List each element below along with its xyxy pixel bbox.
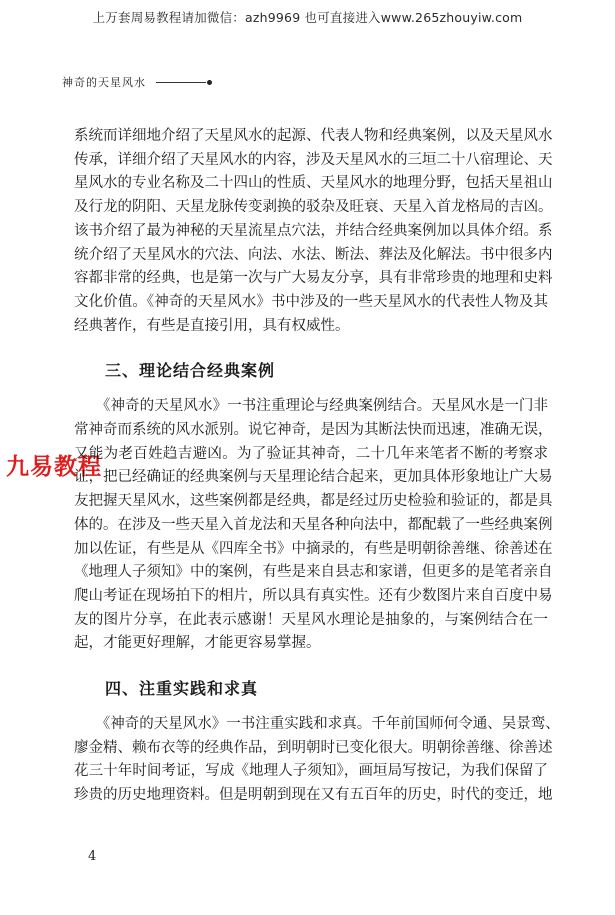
- text-line: 星风水的专业名称及二十四山的性质、天星风水的地理分野，包括天星祖山: [74, 175, 553, 192]
- text-line: 体的。在涉及一些天星入首龙法和天星各种向法中，都配载了一些经典案例: [74, 516, 553, 533]
- text-line: 统介绍了天星风水的穴法、向法、水法、断法、葬法及化解法。书中很多内: [74, 246, 553, 263]
- paragraph-3: [74, 713, 560, 808]
- running-header: [62, 74, 212, 90]
- text-line: 又能为老百姓趋吉避凶。为了验证其神奇，二十几年来笔者不断的考察求: [74, 445, 548, 462]
- text-line: 起，才能更好理解，才能更容易掌握。: [74, 635, 321, 652]
- text-line: 经典著作，有些是直接引用，具有权威性。: [74, 317, 350, 334]
- text-line: 花三十年时间考证，写成《地理人子须知》，画垣局写按记，为我们保留了: [74, 763, 548, 780]
- text-line: 《地理人子须知》中的案例，有些是来自县志和家谱，但更多的是笔者亲自: [74, 564, 553, 581]
- text-line: 该书介绍了最为神秘的天星流星点穴法，并结合经典案例加以具体介绍。系: [74, 222, 553, 239]
- text-line: 爬山考证在现场拍下的相片，所以具有真实性。还有少数图片来自百度中易: [74, 587, 553, 604]
- text-line: 传承，详细介绍了天星风水的内容，涉及天星风水的三垣二十八宿理论、天: [74, 151, 553, 168]
- text-line: 加以佐证，有些是从《四库全书》中摘录的，有些是明朝徐善继、徐善述在: [74, 540, 553, 557]
- page-body: [74, 125, 560, 808]
- top-watermark-banner: 上万套周易教程请加微信：azh9969 也可直接进入www.265zhouyiw.com: [92, 10, 523, 25]
- text-line: 文化价值。《神奇的天星风水》书中涉及的一些天星风水的代表性人物及其: [74, 293, 548, 310]
- text-line: 珍贵的历史地理资料。但是明朝到现在又有五百年的历史，时代的变迁，地: [74, 787, 553, 804]
- section-heading-3: 三、理论结合经典案例: [105, 361, 276, 381]
- side-watermark: 九易教程: [6, 454, 102, 480]
- text-line: 常神奇而系统的风水派别。说它神奇，是因为其断法快而迅速，准确无误，: [74, 422, 553, 439]
- paragraph-1: [74, 125, 553, 338]
- text-line: 系统而详细地介绍了天星风水的起源、代表人物和经典案例，以及天星风水: [74, 128, 553, 144]
- section-heading-4: 四、注重实践和求真: [105, 679, 259, 699]
- text-line: 《神奇的天星风水》一书注重理论与经典案例结合。天星风水是一门非: [74, 398, 548, 415]
- text-line: 廖金精、赖布衣等的经典作品，到明朝时已变化很大。明朝徐善继、徐善述: [74, 739, 553, 756]
- running-header-title: 神奇的天星风水: [62, 76, 146, 89]
- text-line: 友把握天星风水，这些案例都是经典，都是经过历史检验和验证的，都是具: [74, 493, 553, 510]
- text-line: 《神奇的天星风水》一书注重实践和求真。千年前国师何令通、吴景鸾、: [74, 716, 560, 733]
- header-rule: [156, 82, 206, 83]
- text-line: 容都非常的经典，也是第一次与广大易友分享，具有非常珍贵的地理和史料: [74, 270, 553, 287]
- paragraph-2: [74, 395, 553, 656]
- text-line: 及行龙的阴阳、天星龙脉传变剥换的驳杂及旺衰、天星入首龙格局的吉凶。: [74, 199, 553, 216]
- header-dot-icon: [207, 80, 212, 85]
- text-line: 证，把已经确证的经典案例与天星理论结合起来，更加具体形象地让广大易: [74, 469, 553, 486]
- text-line: 友的图片分享，在此表示感谢！天星风水理论是抽象的，与案例结合在一: [74, 611, 548, 628]
- page-number: 4: [88, 849, 97, 864]
